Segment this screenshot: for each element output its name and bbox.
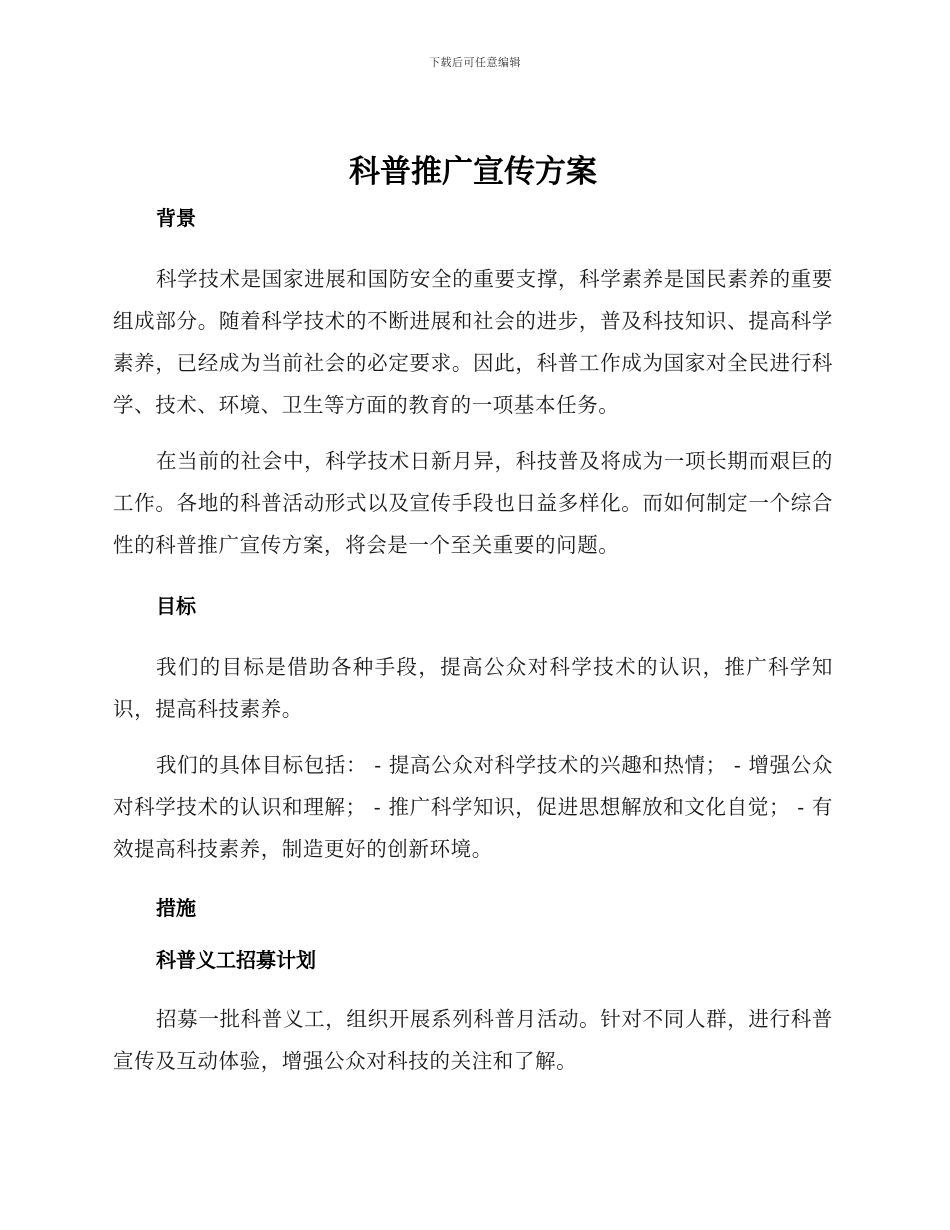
paragraph-background-2: 在当前的社会中，科学技术日新月异，科技普及将成为一项长期而艰巨的工作。各地的科普活动形式以及宣传手段也日益多样化。而如何制定一个综合性的科普推广宣传方案，将会是一个至关重要的问题。 [113, 449, 833, 557]
subsection-heading-volunteers: 科普义工招募计划 [156, 948, 316, 972]
section-heading-measures: 措施 [156, 896, 196, 920]
section-heading-background: 背景 [156, 206, 196, 230]
document-content [113, 148, 833, 1096]
paragraph-goals-2: 我们的具体目标包括： - 提高公众对科学技术的兴趣和热情； - 增强公众对科学技术的认识和理解； - 推广科学知识，促进思想解放和文化自觉； - 有效提高科技素养，制造更好的创新环境。 [113, 753, 833, 861]
paragraph-background-1: 科学技术是国家进展和国防安全的重要支撑，科学素养是国民素养的重要组成部分。随着科学技术的不断进展和社会的进步，普及科技知识、提高科学素养，已经成为当前社会的必定要求。因此，科普工作成为国家对全民进行科学、技术、环境、卫生等方面的教育的一项基本任务。 [113, 267, 833, 417]
header-note: 下载后可任意编辑 [429, 56, 521, 69]
section-heading-goals: 目标 [156, 594, 196, 618]
paragraph-goals-1: 我们的目标是借助各种手段，提高公众对科学技术的认识，推广科学知识，提高科技素养。 [113, 655, 833, 721]
document-title: 科普推广宣传方案 [349, 154, 597, 190]
paragraph-measures-1: 招募一批科普义工，组织开展系列科普月活动。针对不同人群，进行科普宣传及互动体验，增强公众对科技的关注和了解。 [113, 1007, 833, 1073]
